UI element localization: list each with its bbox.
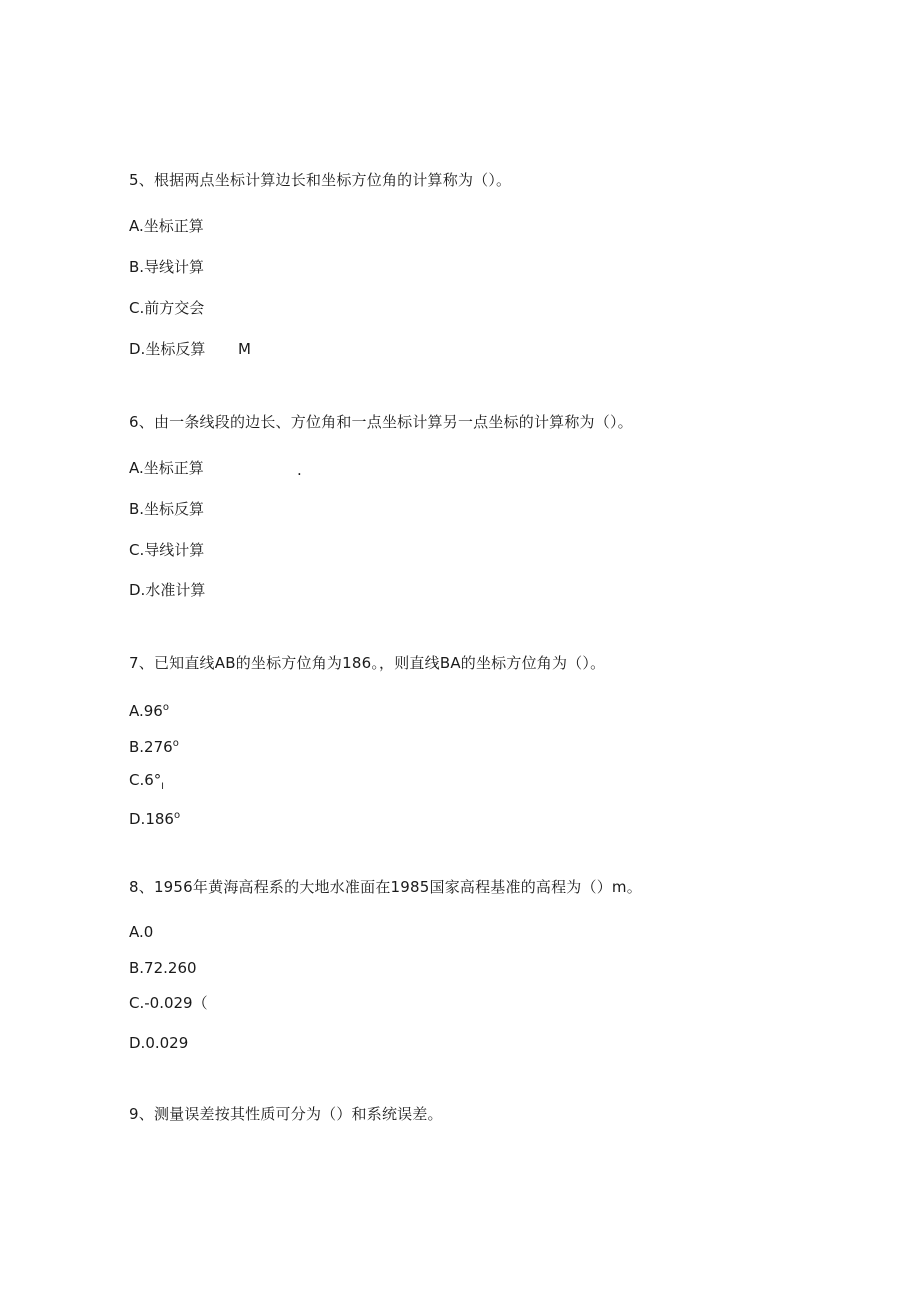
q7-option-b-degree: o: [172, 738, 179, 749]
q7-option-a: [129, 698, 169, 721]
q5-option-c: C.前方交会: [129, 299, 205, 317]
question-5: 5、根据两点坐标计算边长和坐标方位角的计算称为（）。: [129, 171, 512, 189]
q7-option-a-degree: o: [162, 702, 169, 713]
question-7: 7、已知直线AB的坐标方位角为186。，则直线BA的坐标方位角为（）。: [129, 654, 606, 672]
q5-option-a: A.坐标正算: [129, 217, 204, 235]
q7-option-b: [129, 734, 179, 757]
q5-option-b: B.导线计算: [129, 258, 205, 276]
q6-stray-mark: .: [297, 461, 302, 479]
q7-option-d-degree: o: [173, 810, 181, 821]
q6-option-a: A.坐标正算: [129, 459, 204, 477]
q8-option-b: B.72.260: [129, 959, 197, 977]
q7-option-a-text: A.96: [129, 702, 163, 720]
q7-option-b-text: B.276: [129, 738, 173, 756]
question-9: 9、测量误差按其性质可分为（）和系统误差。: [129, 1105, 443, 1123]
q7-option-c: [129, 770, 164, 797]
question-6: 6、由一条线段的边长、方位角和一点坐标计算另一点坐标的计算称为（）。: [129, 413, 633, 431]
q8-option-c: C.-0.029（: [129, 994, 208, 1012]
q7-option-d: [129, 806, 180, 829]
q7-option-d-text: D.186: [129, 810, 174, 828]
q5-option-d: D.坐标反算: [129, 340, 206, 358]
q8-option-a: A.0: [129, 923, 154, 941]
q6-option-c: C.导线计算: [129, 541, 205, 559]
q7-option-c-mark: I: [161, 782, 164, 792]
q6-option-b: B.坐标反算: [129, 500, 205, 518]
q6-option-d: D.水准计算: [129, 581, 206, 599]
question-8: 8、1956年黄海高程系的大地水准面在1985国家高程基准的高程为（）m。: [129, 878, 642, 896]
q7-option-c-text: C.6°: [129, 771, 162, 789]
q5-stray-mark: M: [238, 340, 251, 358]
q8-option-d: D.0.029: [129, 1034, 189, 1052]
